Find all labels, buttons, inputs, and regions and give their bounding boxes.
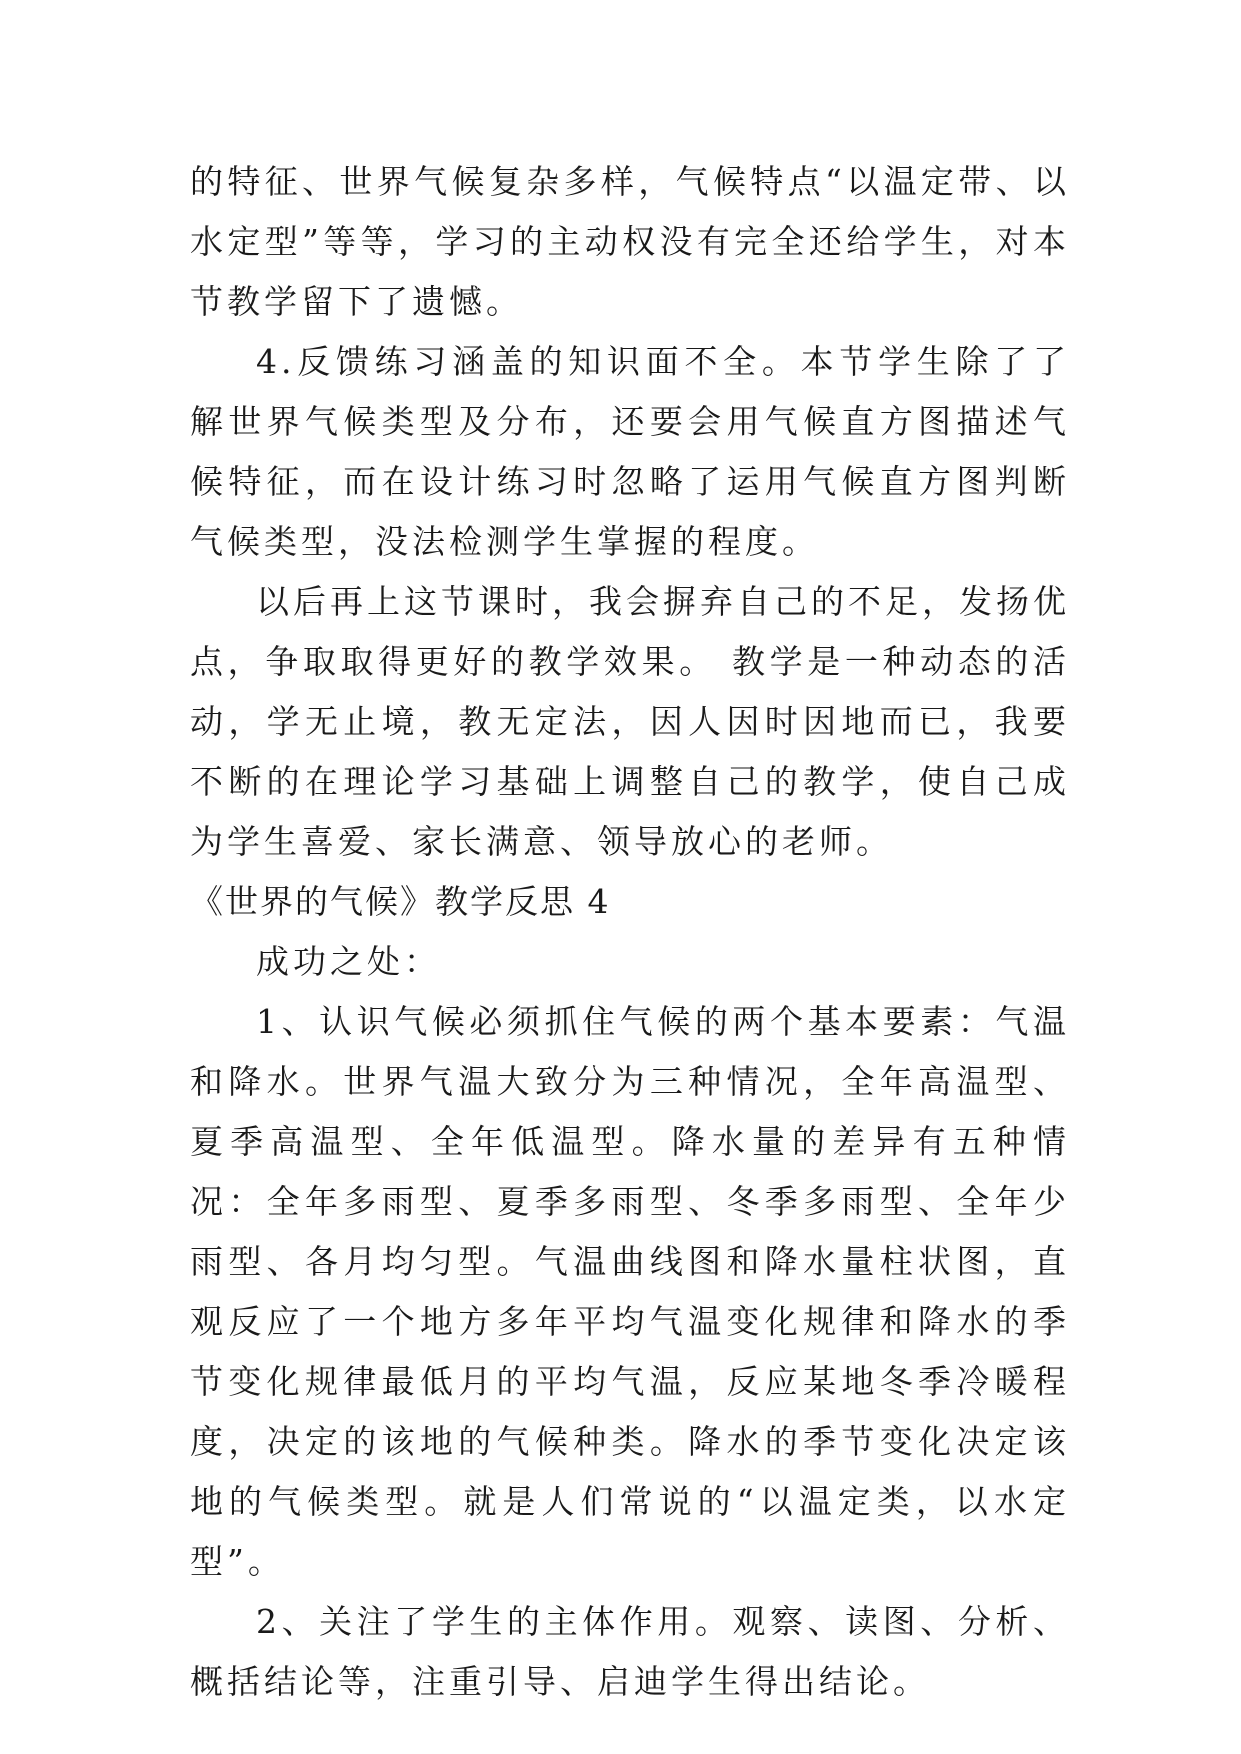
paragraph-point-2: 2、关注了学生的主体作用。观察、读图、分析、概括结论等，注重引导、启迪学生得出结论。 [190,1602,1070,1701]
section-heading: 《世界的气候》教学反思 4 [190,882,611,921]
paragraph-conclusion: 以后再上这节课时，我会摒弃自己的不足，发扬优点，争取取得更好的教学效果。 教学是一种动态的活动，学无止境，教无定法，因人因时因地而已，我要不断的在理论学习基础上调整自己的教学，使自己成为学生喜爱、家长满意、领导放心的老师。 [190,582,1070,861]
paragraph-continuation: 的特征、世界气候复杂多样，气候特点“以温定带、以水定型”等等，学习的主动权没有完全还给学生，对本节教学留下了遗憾。 [190,162,1070,321]
document-body [190,152,1070,1712]
paragraph-point-1: 1、认识气候必须抓住气候的两个基本要素：气温和降水。世界气温大致分为三种情况，全年高温型、夏季高温型、全年低温型。降水量的差异有五种情况：全年多雨型、夏季多雨型、冬季多雨型、全年少雨型、各月均匀型。气温曲线图和降水量柱状图，直观反应了一个地方多年平均气温变化规律和降水的季节变化规律最低月的平均气温，反应某地冬季冷暖程度，决定的该地的气候种类。降水的季节变化决定该地的气候类型。就是人们常说的“以温定类，以水定型”。 [190,1002,1070,1581]
subheading-successes: 成功之处： [256,942,441,981]
paragraph-point-4: 4.反馈练习涵盖的知识面不全。本节学生除了了解世界气候类型及分布，还要会用气候直方图描述气候特征，而在设计练习时忽略了运用气候直方图判断气候类型，没法检测学生掌握的程度。 [190,342,1070,561]
